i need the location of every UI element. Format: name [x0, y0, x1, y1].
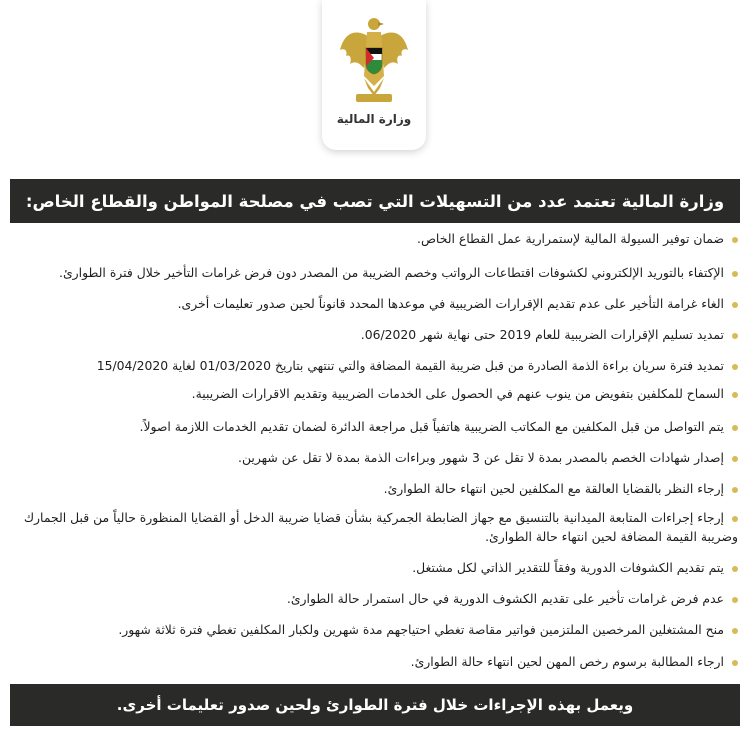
- bullet-dot-icon: [732, 302, 738, 308]
- list-item: [14, 263, 738, 282]
- list-item: [14, 229, 738, 248]
- bullet-dot-icon: [732, 364, 738, 370]
- list-item: [14, 384, 738, 403]
- headline-banner: [10, 179, 740, 223]
- list-item-text: إرجاء النظر بالقضايا العالقة مع المكلفين لحين انتهاء حالة الطوارئ.: [383, 481, 724, 496]
- list-item-text: ضمان توفير السيولة المالية لإستمرارية عمل القطاع الخاص.: [417, 231, 724, 246]
- list-item: [14, 448, 738, 467]
- bullet-dot-icon: [732, 237, 738, 243]
- list-item-text: منح المشتغلين المرخصين الملتزمين فواتير مقاصة تغطي احتياجهم مدة شهرين ولكبار المكلفين تغطي فترة ثلاثة شهور.: [118, 622, 724, 637]
- bullet-dot-icon: [732, 456, 738, 462]
- bullet-dot-icon: [732, 566, 738, 572]
- list-item-text: عدم فرض غرامات تأخير على تقديم الكشوف الدورية في حال استمرار حالة الطوارئ.: [286, 591, 724, 606]
- list-item: [14, 479, 738, 498]
- list-item: [14, 294, 738, 313]
- ministry-name: وزارة المالية: [336, 112, 412, 126]
- list-item: [14, 558, 738, 577]
- eagle-emblem-icon: [334, 10, 414, 110]
- list-item-text: يتم التواصل من قبل المكلفين مع المكاتب الضريبية هاتفياً قبل مراجعة الدائرة لضمان تقديم الخدمات اللازمة اصولاً.: [139, 419, 724, 434]
- list-item-text: الإكتفاء بالتوريد الإلكتروني لكشوفات اقتطاعات الرواتب وخصم الضريبة من المصدر دون فرض غرامات التأخير خلال فترة الطوارئ.: [59, 265, 724, 280]
- list-item-text: إرجاء إجراءات المتابعة الميدانية بالتنسيق مع جهاز الضابطة الجمركية بشأن قضايا ضريبة الدخل أو القضايا المنظورة حالياً من قبل الجمارك وضريبة القيمة المضافة لحين انتهاء حالة الطوارئ.: [23, 510, 738, 544]
- bullet-dot-icon: [732, 660, 738, 666]
- list-item-text: الغاء غرامة التأخير على عدم تقديم الإقرارات الضريبية في موعدها المحدد قانوناً لحين صدور تعليمات أخرى.: [177, 296, 724, 311]
- list-item: [14, 620, 738, 639]
- footer-banner: [10, 684, 740, 726]
- list-item: [14, 508, 738, 546]
- ministry-logo-card: [322, 0, 426, 150]
- list-item: [14, 417, 738, 436]
- list-item: [14, 652, 738, 671]
- list-item-text: إصدار شهادات الخصم بالمصدر بمدة لا تقل عن 3 شهور وبراءات الذمة بمدة لا تقل عن شهرين.: [238, 450, 724, 465]
- bullet-dot-icon: [732, 597, 738, 603]
- bullet-dot-icon: [732, 392, 738, 398]
- list-item-text: تمديد تسليم الإقرارات الضريبية للعام 2019 حتى نهاية شهر 06/2020.: [360, 327, 724, 342]
- headline-text: وزارة المالية تعتمد عدد من التسهيلات التي تصب في مصلحة المواطن والقطاع الخاص:: [25, 191, 725, 211]
- bullet-dot-icon: [732, 487, 738, 493]
- bullet-dot-icon: [732, 333, 738, 339]
- list-item: [14, 356, 738, 375]
- list-item: [14, 325, 738, 344]
- list-item-text: السماح للمكلفين بتفويض من ينوب عنهم في الحصول على الخدمات الضريبية وتقديم الاقرارات الضريبية.: [191, 386, 724, 401]
- list-item: [14, 589, 738, 608]
- bullet-dot-icon: [732, 271, 738, 277]
- list-item-text: ارجاء المطالبة برسوم رخص المهن لحين انتهاء حالة الطوارئ.: [410, 654, 724, 669]
- bullet-dot-icon: [732, 628, 738, 634]
- list-item-text: يتم تقديم الكشوفات الدورية وفقاً للتقدير الذاتي لكل مشتغل.: [412, 560, 724, 575]
- list-item-text: تمديد فترة سريان براءة الذمة الصادرة من قبل ضريبة القيمة المضافة والتي تنتهي بتاريخ 01/03/2020 لغاية 15/04/2020: [96, 358, 724, 373]
- footer-text: ويعمل بهذه الإجراءات خلال فترة الطوارئ ولحين صدور تعليمات أخرى.: [116, 696, 634, 714]
- bullet-dot-icon: [732, 516, 738, 522]
- bullet-dot-icon: [732, 425, 738, 431]
